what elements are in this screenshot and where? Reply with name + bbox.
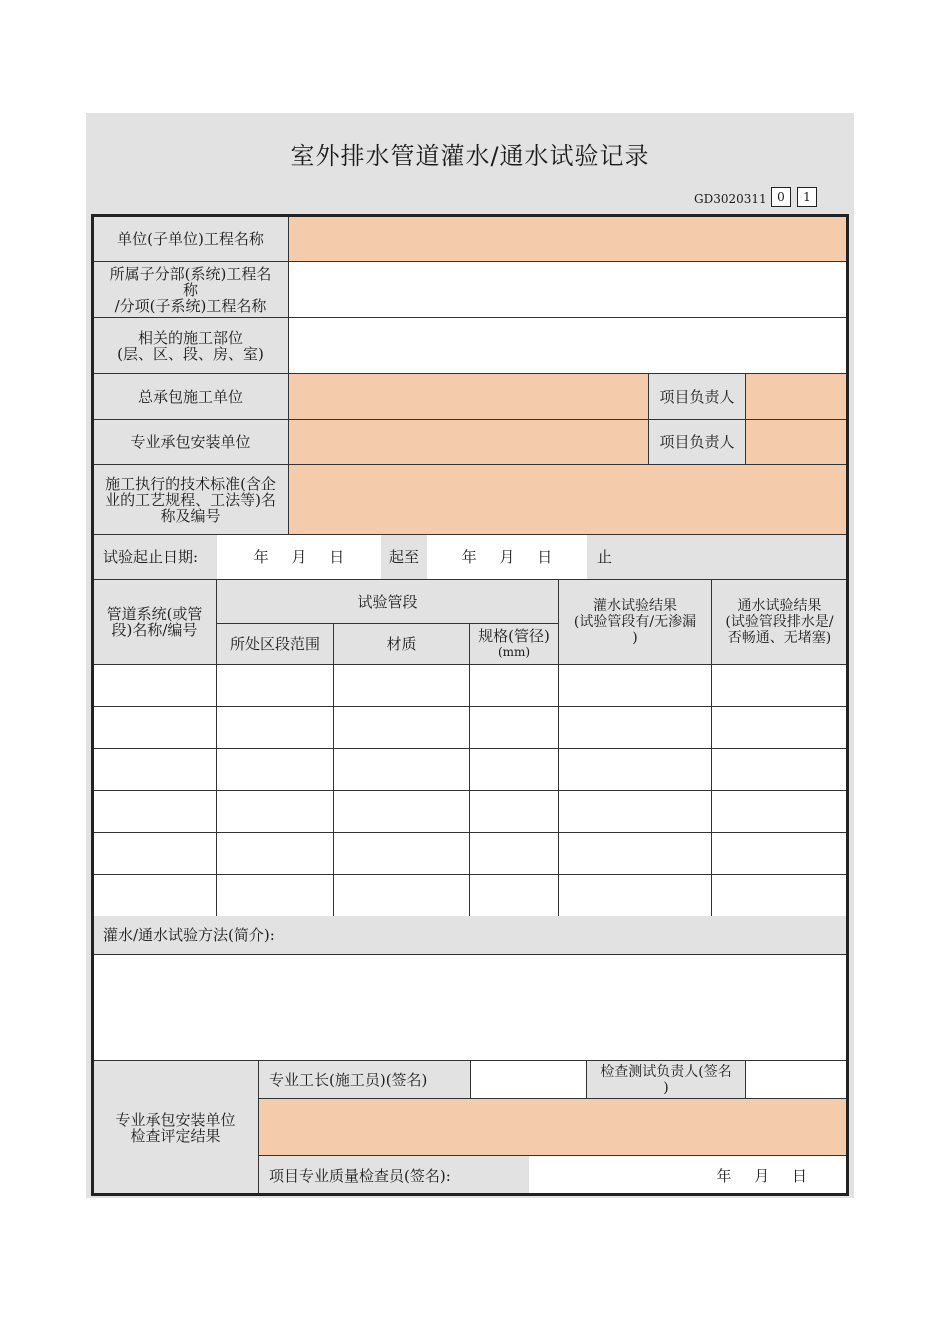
table-cell[interactable] [93,791,217,833]
table-cell[interactable] [334,875,470,917]
table-cell[interactable] [470,875,559,917]
project-manager-label: 项目负责人 [649,374,746,420]
table-cell[interactable] [559,707,712,749]
table-cell[interactable] [470,833,559,875]
location-label: 相关的施工部位 (层、区、段、房、室) [93,318,289,374]
table-cell[interactable] [559,875,712,917]
form-code: GD3020311 [694,192,767,206]
table-cell[interactable] [559,749,712,791]
col-fill-test-result: 灌水试验结果 (试验管段有/无渗漏 ) [559,580,712,665]
unit-name-field[interactable] [289,216,848,262]
test-end-date-field[interactable]: 年 月 日 [427,535,587,580]
tester-label: 检查测试负责人(签名 ) [587,1061,746,1099]
general-contractor-label: 总承包施工单位 [93,374,289,420]
code-box-2: 1 [797,187,817,207]
date-to-label: 起至 [381,535,427,580]
table-cell[interactable] [559,791,712,833]
table-cell[interactable] [470,791,559,833]
table-cell[interactable] [559,833,712,875]
foreman-signature-field[interactable] [471,1061,587,1099]
table-cell[interactable] [93,707,217,749]
col-pipe-system: 管道系统(或管 段)名称/编号 [93,580,217,665]
quality-inspector-label: 项目专业质量检查员(签名): [259,1156,529,1196]
col-test-section: 试验管段 [217,580,559,624]
test-method-label: 灌水/通水试验方法(简介): [93,916,848,955]
table-cell[interactable] [334,791,470,833]
subdivision-name-field[interactable] [289,262,848,318]
table-cell[interactable] [712,791,848,833]
table-cell[interactable] [334,665,470,707]
page-title: 室外排水管道灌水/通水试验记录 [290,142,650,170]
table-cell[interactable] [93,833,217,875]
table-cell[interactable] [217,749,334,791]
location-field[interactable] [289,318,848,374]
unit-name-label: 单位(子单位)工程名称 [93,216,289,262]
col-spec: 规格(管径) (mm) [470,624,559,665]
table-cell[interactable] [217,833,334,875]
subdivision-name-label: 所属子分部(系统)工程名 称 /分项(子系统)工程名称 [93,262,289,318]
technical-standard-field[interactable] [289,465,848,535]
table-cell[interactable] [217,707,334,749]
signoff-date-field[interactable]: 年 月 日 [529,1156,848,1196]
table-cell[interactable] [217,875,334,917]
table-cell[interactable] [93,875,217,917]
table-cell[interactable] [470,665,559,707]
general-contractor-field[interactable] [289,374,649,420]
table-cell[interactable] [470,707,559,749]
test-date-label: 试验起止日期: [93,535,217,580]
table-cell[interactable] [712,665,848,707]
signoff-section-label: 专业承包安装单位 检查评定结果 [93,1061,259,1196]
test-start-date-field[interactable]: 年 月 日 [217,535,381,580]
technical-standard-label: 施工执行的技术标准(含企 业的工艺规程、工法等)名 称及编号 [93,465,289,535]
test-method-field[interactable] [93,955,848,1061]
table-cell[interactable] [334,707,470,749]
col-flow-test-result: 通水试验结果 (试验管段排水是/ 否畅通、无堵塞) [712,580,848,665]
table-cell[interactable] [334,749,470,791]
tester-signature-field[interactable] [746,1061,848,1099]
table-cell[interactable] [470,749,559,791]
project-manager-field[interactable] [746,374,848,420]
evaluation-result-field[interactable] [259,1099,848,1156]
table-cell[interactable] [712,875,848,917]
col-section-range: 所处区段范围 [217,624,334,665]
foreman-label: 专业工长(施工员)(签名) [259,1061,471,1099]
table-cell[interactable] [559,665,712,707]
date-end-suffix: 止 [587,535,848,580]
sub-contractor-field[interactable] [289,420,649,465]
table-cell[interactable] [93,665,217,707]
sub-contractor-label: 专业承包安装单位 [93,420,289,465]
project-manager-label-2: 项目负责人 [649,420,746,465]
project-manager-field-2[interactable] [746,420,848,465]
table-cell[interactable] [712,707,848,749]
col-material: 材质 [334,624,470,665]
table-cell[interactable] [712,749,848,791]
code-box-1: 0 [771,187,791,207]
table-cell[interactable] [93,749,217,791]
table-cell[interactable] [217,665,334,707]
table-cell[interactable] [217,791,334,833]
table-cell[interactable] [334,833,470,875]
table-cell[interactable] [712,833,848,875]
